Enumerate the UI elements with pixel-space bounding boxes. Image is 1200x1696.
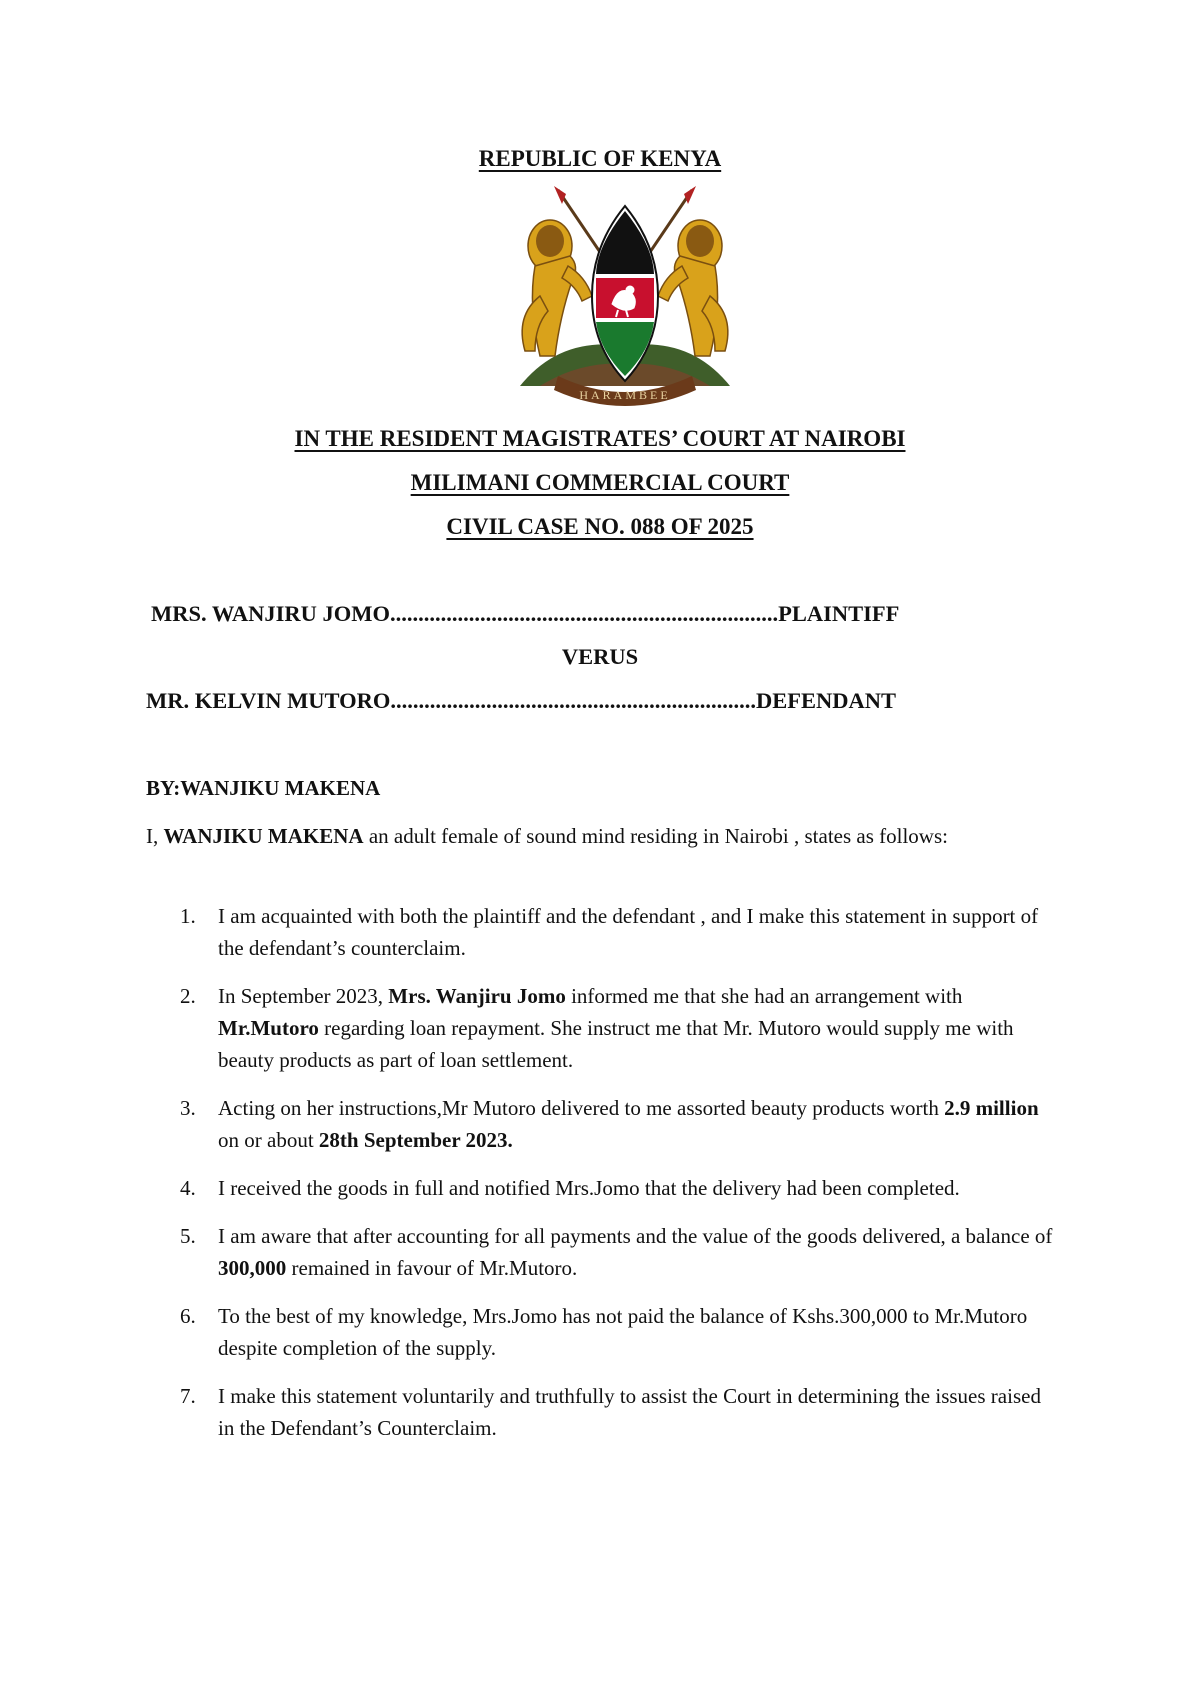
intro-paragraph: I, WANJIKU MAKENA an adult female of sound mind residing in Nairobi , states as follows: [146, 824, 948, 848]
list-item: 3. Acting on her instructions,Mr Mutoro delivered to me assorted beauty products worth 2.9 million on or about 28th September 2023. [180, 1096, 1039, 1152]
court-title: IN THE RESIDENT MAGISTRATES’ COURT AT NAIROBI [294, 426, 906, 451]
list-item: 1. I am acquainted with both the plaintiff and the defendant , and I make this statement in support of the defendant’s counterclaim. [180, 904, 1039, 960]
defendant-line: MR. KELVIN MUTORO.................................................................DEFENDANT [146, 688, 897, 713]
by-line: BY:WANJIKU MAKENA [146, 776, 381, 800]
motto-banner-text: HARAMBEE [579, 388, 671, 402]
versus-label: VERUS [561, 644, 639, 669]
coat-of-arms-emblem [500, 186, 750, 416]
list-item: 2. In September 2023, Mrs. Wanjiru Jomo informed me that she had an arrangement with Mr.Mutoro regarding loan repayment. She instruct me that Mr. Mutoro would supply me with beauty products as part of loan settlement. [180, 984, 1014, 1072]
case-number: CIVIL CASE NO. 088 OF 2025 [446, 514, 754, 539]
country-title: REPUBLIC OF KENYA [478, 146, 722, 171]
list-item: 4. I received the goods in full and notified Mrs.Jomo that the delivery had been completed. [180, 1176, 960, 1200]
court-division: MILIMANI COMMERCIAL COURT [410, 470, 790, 495]
statement-list [180, 900, 1060, 1444]
list-item: 5. I am aware that after accounting for all payments and the value of the goods delivered, a balance of 300,000 remained in favour of Mr.Mutoro. [180, 1224, 1053, 1280]
plaintiff-line: MRS. WANJIRU JOMO.....................................................................PLAINTIFF [151, 601, 900, 626]
intro-name: WANJIKU MAKENA [163, 824, 364, 848]
list-item: 7. I make this statement voluntarily and truthfully to assist the Court in determining the issues raised in the Defendant’s Counterclaim. [180, 1384, 1041, 1440]
list-item: 6. To the best of my knowledge, Mrs.Jomo has not paid the balance of Kshs.300,000 to Mr.Mutoro despite completion of the supply. [180, 1304, 1028, 1360]
